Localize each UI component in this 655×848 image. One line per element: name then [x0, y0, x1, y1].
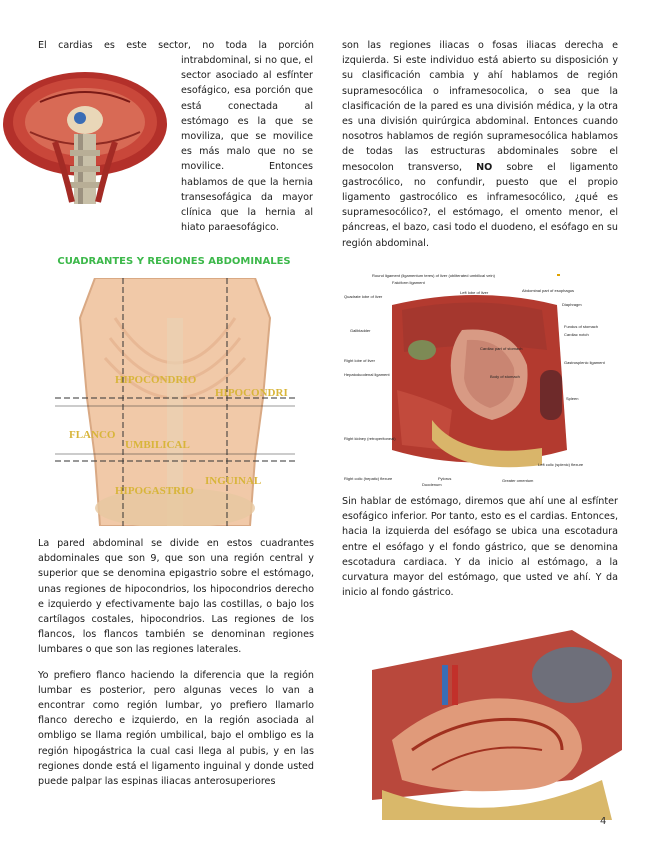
stomach-label: Round ligament (ligamentum teres) of liver (obliterated umbilical vein)	[372, 273, 495, 278]
stomach-label: Gallbladder	[350, 328, 371, 333]
stomach-label: Left lobe of liver	[460, 290, 489, 295]
stomach-label: Falciform ligament	[392, 280, 425, 285]
text-run: son las regiones iliacas o fosas iliacas derecha e izquierda. Si este individuo está abierto su disposición y su clasificación cambia y ahí hablamos de región supramesocólica o inframesocolica, o sea que la clasificación de la pared es una división médica, y la otra es una división quirúrgica abdominal. Entonces cuando nosotros hablamos de región supramesocólica hablamos de todas las estructuras abdominales sobre el mesocolon transverso,	[342, 40, 618, 173]
stomach-label: Right kidney (retroperitoneal)	[344, 436, 396, 441]
stomach-label: Gastrosplenic ligament	[564, 360, 605, 365]
stomach-label: Greater omentum	[502, 478, 534, 483]
page-number: 4	[600, 816, 607, 827]
right-top-text	[342, 38, 618, 251]
diaphragm-illustration	[0, 62, 170, 210]
stomach-label: Body of stomach	[490, 374, 520, 379]
stomach-label: Hepatoduodenal ligament	[344, 372, 390, 377]
left-float-text: intrabdominal, si no que, el sector asociado al esfínter esofágico, esa porción que está conectada al estómago es la que se moviliza, que se movilice es más malo que no se movilice. Entonces hablamos de que la hernia transesofágica da mayor clínica que la hernia al hiato paraesofágico.	[181, 55, 313, 234]
paragraph: La pared abdominal se divide en estos cuadrantes abdominales que son 9, que son una región central y superior que se denomina epigastrio sobre el estómago, unas regiones de hipocondrios, los hipocondrios derecho e izquierdo y efectivamente bajo las costillas, o bajo los cartílagos costales, hipocondrios. Las regiones de los flancos, los flancos también se denominan regiones lumbares o que son las regiones laterales.	[38, 538, 314, 656]
stomach-label: Cardiac part of stomach	[480, 346, 523, 351]
stomach-label: Cardiac notch	[564, 332, 589, 337]
abdominal-regions-illustration	[55, 278, 295, 526]
stomach-vessels-illustration	[372, 630, 622, 820]
stomach-label: Right colic (hepatic) flexure	[344, 476, 393, 481]
region-label-inguinal: INGUINAL	[205, 475, 262, 487]
stomach-anatomy-illustration	[342, 270, 614, 488]
left-body-text	[38, 536, 314, 799]
stomach-label: Fundus of stomach	[564, 324, 599, 329]
text-run: sobre el ligamento gastrocólico, no confundir, puesto que el propio ligamento gastrocólico es inframesocólico, ¿qué es supramesocólico?, el estómago, el omento menor, el páncreas, el bazo, casi todo el duodeno, el esófago en su región abdominal.	[342, 161, 618, 249]
region-label-hipocondrio-izq: HIPOCONDRIO	[115, 374, 197, 386]
stomach-label: Left colic (splenic) flexure	[538, 462, 584, 467]
stomach-label: Duodenum	[422, 482, 442, 487]
stomach-label: Quadrate lobe of liver	[344, 294, 383, 299]
emphasis-no: NO	[476, 161, 493, 173]
stomach-label: Abdominal part of esophagus	[522, 288, 575, 293]
stomach-label: Diaphragm	[562, 302, 582, 307]
region-label-hipogastrio: HIPOGASTRIO	[115, 485, 194, 497]
region-label-flanco: FLANCO	[69, 429, 116, 441]
region-label-umbilical: UMBILICAL	[125, 439, 190, 451]
paragraph: Yo prefiero flanco haciendo la diferencia que la región lumbar es posterior, pero algunas veces lo van a encontrar como región lumbar, yo prefiero llamarlo flanco derecho e izquierdo, en la región asociada al ombligo se llama región umbilical, bajo el ombligo es la región hipogástrica la cual casi llega al pubis, y en las regiones donde está el ligamento inguinal y donde usted puede palpar las espinas iliacas anterosuperiores	[38, 669, 314, 788]
stomach-label: Right lobe of liver	[344, 358, 375, 363]
left-first-line: El cardias es este sector, no toda la porción	[38, 40, 314, 51]
section-heading: CUADRANTES Y REGIONES ABDOMINALES	[57, 256, 291, 267]
region-label-hipocondrio-der: HIPOCONDRI	[215, 387, 288, 399]
stomach-label: Spleen	[566, 396, 579, 401]
right-mid-text: Sin hablar de estómago, diremos que ahí une al esfínter esofágico inferior. Por tanto, esto es el cardias. Entonces, hacia la izquierda del esófago se ubica una escotadura entre el esófago y el fondo gástrico, que se denomina escotadura cardiaca. Y da inicio al estómago, a la curvatura mayor del estómago, que usted ve ahí. Y da inicio al fondo gástrico.	[342, 496, 618, 599]
stomach-label: Pylorus	[438, 476, 452, 481]
